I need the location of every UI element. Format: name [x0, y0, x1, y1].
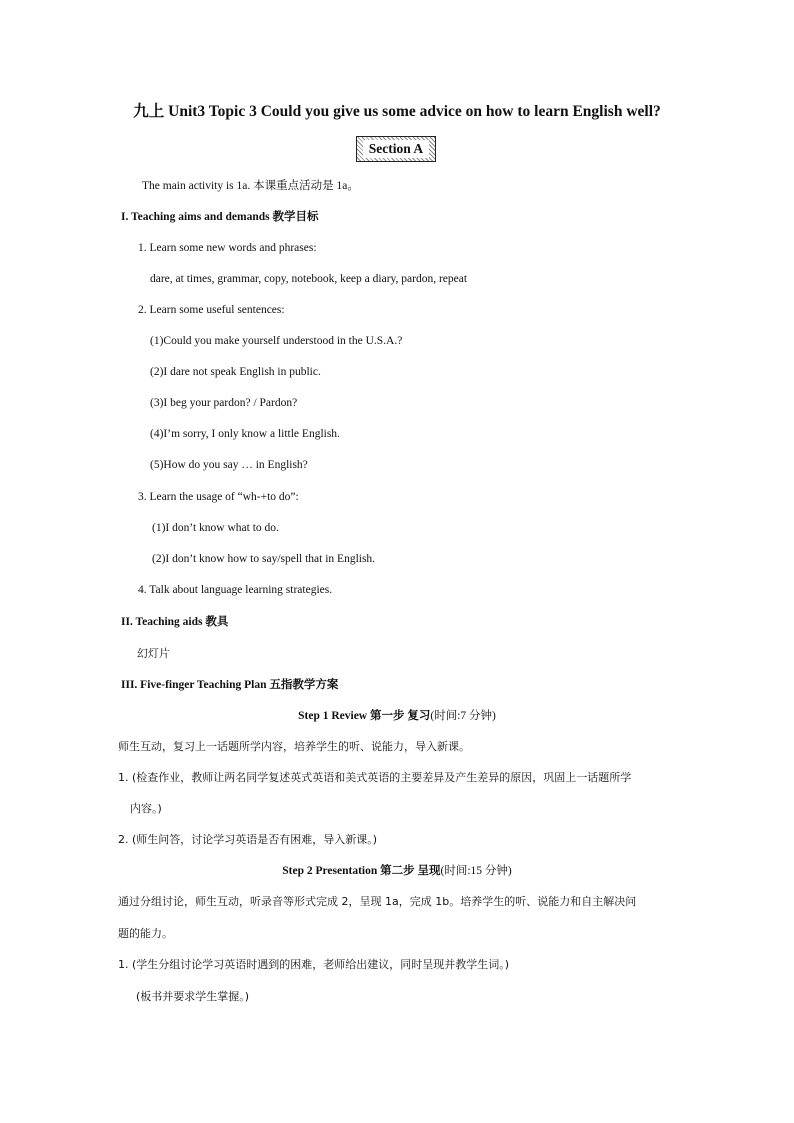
section-label-box: [356, 136, 436, 162]
usage-1: (1)I don’t know what to do.: [152, 522, 279, 534]
step1-title-text: Step 1 Review 第一步 复习: [298, 710, 431, 722]
aims-heading: I. Teaching aims and demands 教学目标: [121, 211, 319, 223]
step2-point1-note: (板书并要求学生掌握。): [136, 990, 250, 1003]
step2-time: (时间:15 分钟): [440, 865, 512, 877]
usage-2: (2)I don’t know how to say/spell that in English.: [152, 553, 376, 565]
aims-item-2: 2. Learn some useful sentences:: [138, 304, 285, 316]
plan-heading: III. Five-finger Teaching Plan 五指教学方案: [121, 679, 339, 691]
document-title: 九上 Unit3 Topic 3 Could you give us some advice on how to learn English well?: [133, 103, 661, 120]
main-activity: The main activity is 1a. 本课重点活动是 1a。: [142, 180, 359, 192]
step2-title: [0, 863, 794, 879]
sentence-2: (2)I dare not speak English in public.: [150, 366, 321, 378]
step2-point1: 1. (学生分组讨论学习英语时遇到的困难，老师给出建议，同时呈现并教学生词。): [118, 958, 510, 971]
step1-title: [0, 708, 794, 724]
sentence-5: (5)How do you say … in English?: [150, 459, 308, 471]
section-label: Section A: [363, 140, 429, 158]
step2-intro-cont: 题的能力。: [118, 927, 173, 940]
aims-item-1: 1. Learn some new words and phrases:: [138, 242, 317, 254]
aims-item-4: 4. Talk about language learning strategies.: [138, 584, 333, 596]
step1-time: (时间:7 分钟): [430, 710, 496, 722]
step2-title-text: Step 2 Presentation 第二步 呈现: [282, 865, 441, 877]
sentence-4: (4)I’m sorry, I only know a little English.: [150, 428, 340, 440]
step1-point2: 2. (师生问答，讨论学习英语是否有困难，导入新课。): [118, 833, 378, 846]
step2-intro: 通过分组讨论，师生互动，听录音等形式完成 2，呈现 1a，完成 1b。培养学生的听、说能力和自主解决问: [118, 895, 637, 908]
aids-heading: II. Teaching aids 教具: [121, 616, 229, 628]
sentence-3: (3)I beg your pardon? / Pardon?: [150, 397, 298, 409]
sentence-1: (1)Could you make yourself understood in the U.S.A.?: [150, 335, 403, 347]
aids-content: 幻灯片: [137, 647, 170, 660]
step1-intro: 师生互动，复习上一话题所学内容，培养学生的听、说能力，导入新课。: [118, 740, 470, 753]
aims-words: dare, at times, grammar, copy, notebook, keep a diary, pardon, repeat: [150, 273, 468, 285]
step1-point1: 1. (检查作业，教师让两名同学复述英式英语和美式英语的主要差异及产生差异的原因，巩固上一话题所学: [118, 771, 632, 784]
aims-item-3: 3. Learn the usage of “wh-+to do”:: [138, 491, 299, 503]
step1-point1-cont: 内容。): [130, 802, 162, 815]
